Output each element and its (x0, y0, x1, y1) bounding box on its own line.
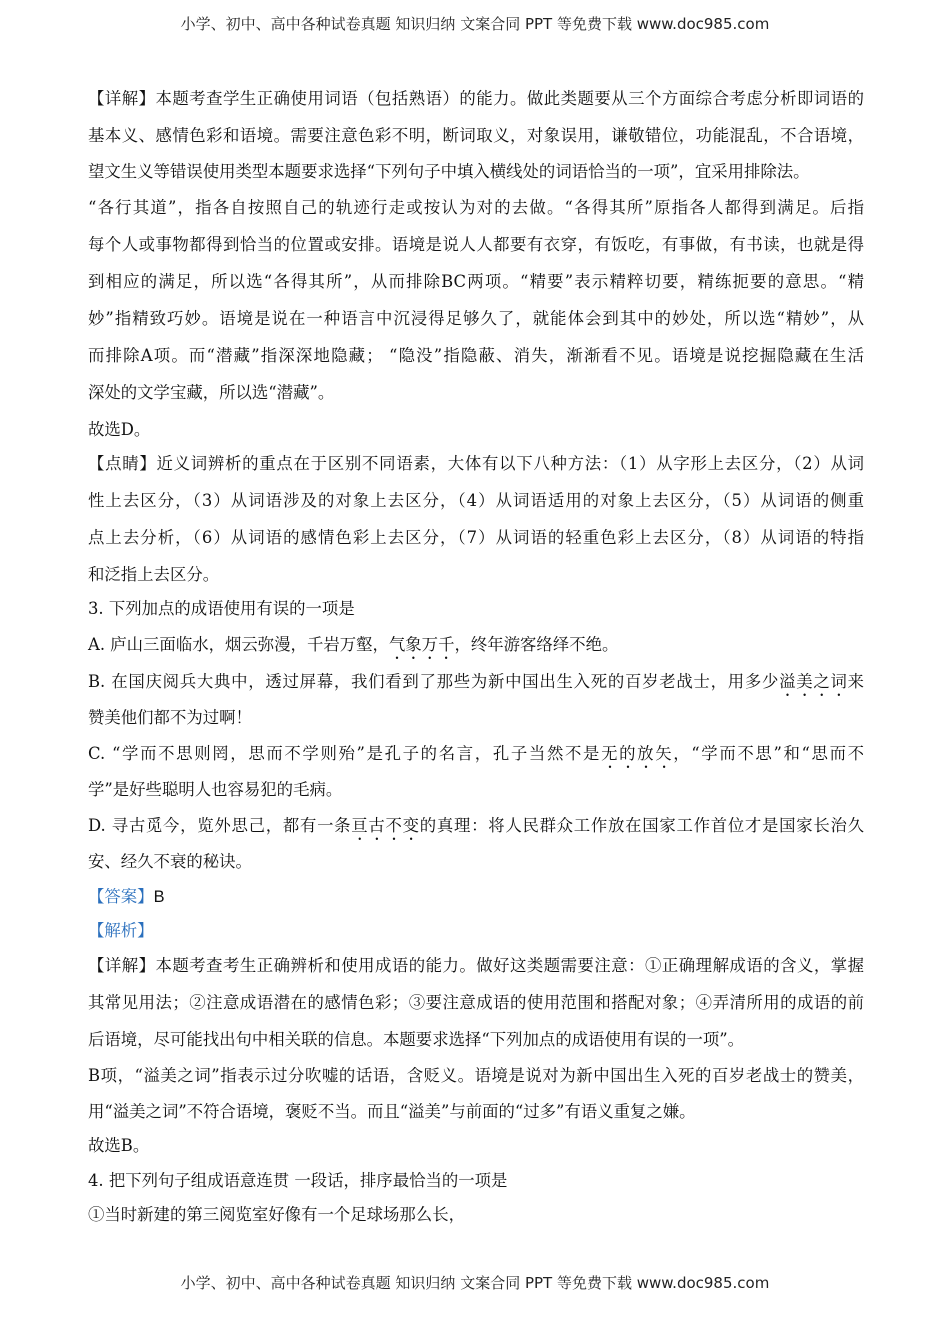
text-segment: ①当时新建的第三阅览室好像有一个足球场那么长， (88, 1205, 465, 1224)
text-segment: C. “学而不思则罔，思而不学则殆”是孔子的名言，孔子当然不是 (88, 744, 602, 763)
text-segment: 后语境，尽可能找出句中相关联的信息。本题要求选择“下列加点的成语使用有误的一项”。 (88, 1030, 744, 1049)
text-line (88, 779, 864, 801)
emphasized-idiom: 无的放矢 (601, 744, 674, 763)
emphasized-idiom: 气象万千 (388, 635, 455, 654)
text-segment: 故选B。 (88, 1136, 150, 1155)
text-segment: 到相应的满足，所以选“各得其所”，从而排除BC两项。“精要”表示精粹切要，精练扼要的意思。“精 (88, 272, 864, 291)
text-segment: 用“溢美之词”不符合语境，褒贬不当。而且“溢美”与前面的“过多”有语义重复之嫌。 (88, 1102, 696, 1121)
text-segment: 其常见用法；②注意成语潜在的感情色彩；③要注意成语的使用范围和搭配对象；④弄清所用的成语的前 (88, 993, 864, 1012)
text-segment: 基本义、感情色彩和语境。需要注意色彩不明，断词取义，对象误用，谦敬错位，功能混乱，不合语境， (88, 126, 864, 145)
text-line (88, 382, 864, 404)
text-segment: 深处的文学宝藏，所以选“潜藏”。 (88, 383, 335, 402)
text-segment: A. 庐山三面临水，烟云弥漫，千岩万壑， (88, 635, 389, 654)
text-segment: 故选D。 (88, 420, 151, 439)
text-segment: 性上去区分，（3）从词语涉及的对象上去区分，（4）从词语适用的对象上去区分，（5）从词语的侧重 (88, 491, 864, 510)
text-segment: B项，“溢美之词”指表示过分吹嘘的话语，含贬义。语境是说对为新中国出生入死的百岁老战士的赞美， (88, 1066, 864, 1085)
text-line (88, 634, 864, 663)
text-segment: B. 在国庆阅兵大典中，透过屏幕，我们看到了那些为新中国出生入死的百岁老战士，用多少 (88, 672, 780, 691)
emphasized-idiom: 溢美之词 (779, 672, 848, 691)
text-line (88, 992, 864, 1014)
text-segment: 妙”指精致巧妙。语境是说在一种语言中沉浸得足够久了，就能体会到其中的妙处，所以选“精妙”，从 (88, 309, 864, 328)
text-segment: 点上去分析，（6）从词语的感情色彩上去区分，（7）从词语的轻重色彩上去区分，（8）从词语的特指 (88, 528, 864, 547)
text-segment: 学”是好些聪明人也容易犯的毛病。 (88, 780, 343, 799)
text-segment: 4. 把下列句子组成语意连贯 一段话，排序最恰当的一项是 (88, 1171, 508, 1190)
text-line (88, 1065, 864, 1087)
text-line (88, 1101, 864, 1123)
text-line (88, 564, 864, 586)
text-line (88, 308, 864, 330)
text-segment: 望文生义等错误使用类型本题要求选择“下列句子中填入横线处的词语恰当的一项”，宜采用排除法。 (88, 162, 810, 181)
text-line (88, 88, 864, 110)
text-line (88, 598, 864, 620)
text-line (88, 851, 864, 873)
text-line (88, 125, 864, 147)
text-segment: 的真理：将人民群众工作放在国家工作首位才是国家长治久 (419, 816, 865, 835)
text-segment: 来 (847, 672, 865, 691)
text-segment: 【详解】本题考查学生正确使用词语（包括熟语）的能力。做此类题要从三个方面综合考虑分析即词语的 (88, 89, 864, 108)
text-line (88, 743, 864, 772)
text-line (88, 527, 864, 549)
text-line (88, 707, 864, 729)
text-segment: 和泛指上去区分。 (88, 565, 220, 584)
text-segment: ，“学而不思”和“思而不 (673, 744, 865, 763)
emphasized-idiom: 亘古不变 (351, 816, 420, 835)
text-line (88, 955, 864, 977)
text-line (88, 490, 864, 512)
section-label: 【答案】 (88, 887, 154, 906)
text-segment: 每个人或事物都得到恰当的位置或安排。语境是说人人都要有衣穿，有饭吃，有事做，有书读，也就是得 (88, 235, 864, 254)
text-line (88, 671, 864, 700)
text-segment: ，终年游客络绎不绝。 (454, 635, 619, 654)
text-line (88, 1170, 864, 1192)
text-line (88, 419, 864, 441)
text-line (88, 886, 864, 908)
text-line (88, 345, 864, 367)
text-segment: 3. 下列加点的成语使用有误的一项是 (88, 599, 355, 618)
text-line (88, 271, 864, 293)
section-label: 【解析】 (88, 921, 154, 940)
text-line (88, 1029, 864, 1051)
text-segment: 【详解】本题考查考生正确辨析和使用成语的能力。做好这类题需要注意：①正确理解成语的含义，掌握 (88, 956, 864, 975)
text-segment: 安、经久不衰的秘诀。 (88, 852, 252, 871)
text-segment: 【点睛】近义词辨析的重点在于区别不同语素，大体有以下八种方法：（1）从字形上去区分，（2）从词 (88, 454, 864, 473)
answer-letter: B (153, 888, 165, 906)
page-header-banner: 小学、初中、高中各种试卷真题 知识归纳 文案合同 PPT 等免费下载 www.doc985.com (180, 15, 770, 33)
text-line (88, 197, 864, 219)
text-segment: “各行其道”，指各自按照自己的轨迹行走或按认为对的去做。“各得其所”原指各人都得到满足。后指 (88, 198, 864, 217)
text-line (88, 161, 864, 183)
text-segment: 而排除A项。而“潜藏”指深深地隐藏； “隐没”指隐蔽、消失，渐渐看不见。语境是说挖掘隐藏在生活 (88, 346, 864, 365)
text-segment: D. 寻古觅今，览外思己，都有一条 (88, 816, 352, 835)
text-line (88, 453, 864, 475)
page-footer-banner: 小学、初中、高中各种试卷真题 知识归纳 文案合同 PPT 等免费下载 www.doc985.com (180, 1274, 770, 1292)
text-line (88, 1135, 864, 1157)
text-segment: 赞美他们都不为过啊！ (88, 708, 252, 727)
text-line (88, 920, 864, 942)
text-line (88, 234, 864, 256)
text-line (88, 815, 864, 844)
text-line (88, 1204, 864, 1226)
